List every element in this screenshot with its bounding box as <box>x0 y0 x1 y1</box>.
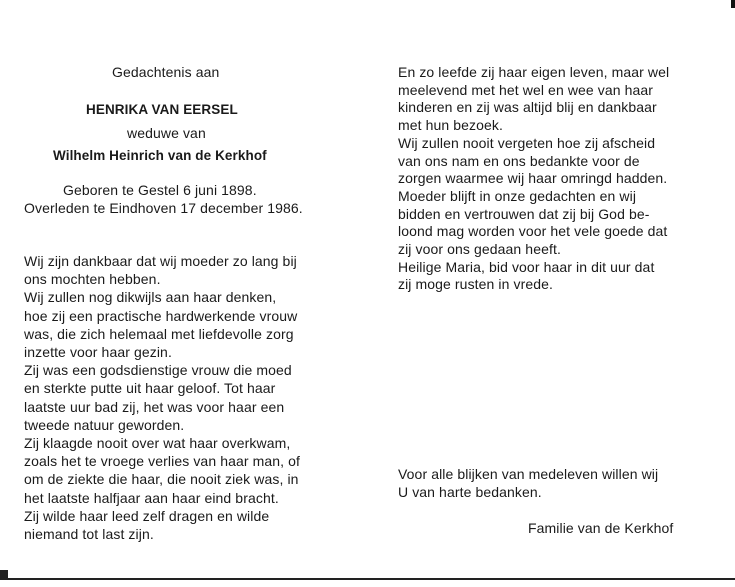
death-line: Overleden te Eindhoven 17 december 1986. <box>24 200 303 216</box>
body-line: bidden en vertrouwen dat zij bij God be- <box>398 205 650 222</box>
body-line: met hun bezoek. <box>398 117 504 134</box>
body-line: ons mochten hebben. <box>24 271 161 288</box>
body-line: Wij zullen nog dikwijls aan haar denken, <box>24 289 277 306</box>
body-line: zoals het te vroege verlies van haar man, of <box>24 453 300 470</box>
body-line: zij voor ons gedaan heeft. <box>398 241 561 257</box>
husband-name: Wilhelm Heinrich van de Kerkhof <box>53 148 267 163</box>
birth-line: Geboren te Gestel 6 juni 1898. <box>63 182 257 198</box>
body-line: om de ziekte die haar, die nooit ziek was, in <box>24 471 299 488</box>
body-line: hoe zij een practische hardwerkende vrouw <box>24 307 298 324</box>
body-line: het laatste halfjaar aan haar eind bracht. <box>24 489 279 506</box>
body-line: zorgen waarmee wij haar omringd hadden. <box>398 170 668 187</box>
body-line: en sterkte putte uit haar geloof. Tot haar <box>24 380 276 397</box>
thanks-line: Voor alle blijken van medeleven willen wij <box>398 466 659 482</box>
body-line: zij moge rusten in vrede. <box>398 276 554 293</box>
body-line: van ons nam en ons bedankte voor de <box>398 152 640 169</box>
body-line: meelevend met het wel en wee van haar <box>398 81 654 98</box>
body-line: Wij zijn dankbaar dat wij moeder zo lang bij <box>24 253 297 269</box>
body-line: was, die zich helemaal met liefdevolle zorg <box>24 325 294 342</box>
body-line: loond mag worden voor het vele goede dat <box>398 223 668 240</box>
memorial-heading: Gedachtenis aan <box>112 64 220 80</box>
body-line: Moeder blijft in onze gedachten en wij <box>398 187 637 204</box>
body-line: inzette voor haar gezin. <box>24 344 172 360</box>
body-line: niemand tot last zijn. <box>24 526 154 542</box>
body-line: En zo leefde zij haar eigen leven, maar wel <box>398 64 670 80</box>
body-line: Zij was een godsdienstige vrouw die moed <box>24 362 292 379</box>
deceased-name: HENRIKA VAN EERSEL <box>86 102 238 117</box>
widow-of-label: weduwe van <box>127 125 206 141</box>
bottom-rule <box>0 578 735 580</box>
body-line: Zij klaagde nooit over wat haar overkwam, <box>24 435 291 451</box>
body-line: Heilige Maria, bid voor haar in dit uur dat <box>398 258 655 275</box>
corner-mark <box>731 0 735 8</box>
body-line: laatste uur bad zij, het was voor haar een <box>24 398 285 415</box>
body-line: kinderen en zij was altijd blij en dankbaar <box>398 99 657 116</box>
body-line: Wij zullen nooit vergeten hoe zij afscheid <box>398 134 656 151</box>
body-line: Zij wilde haar leed zelf dragen en wilde <box>24 507 270 524</box>
body-line: tweede natuur geworden. <box>24 416 185 433</box>
signature: Familie van de Kerkhof <box>528 520 674 536</box>
thanks-line: U van harte bedanken. <box>398 484 542 500</box>
